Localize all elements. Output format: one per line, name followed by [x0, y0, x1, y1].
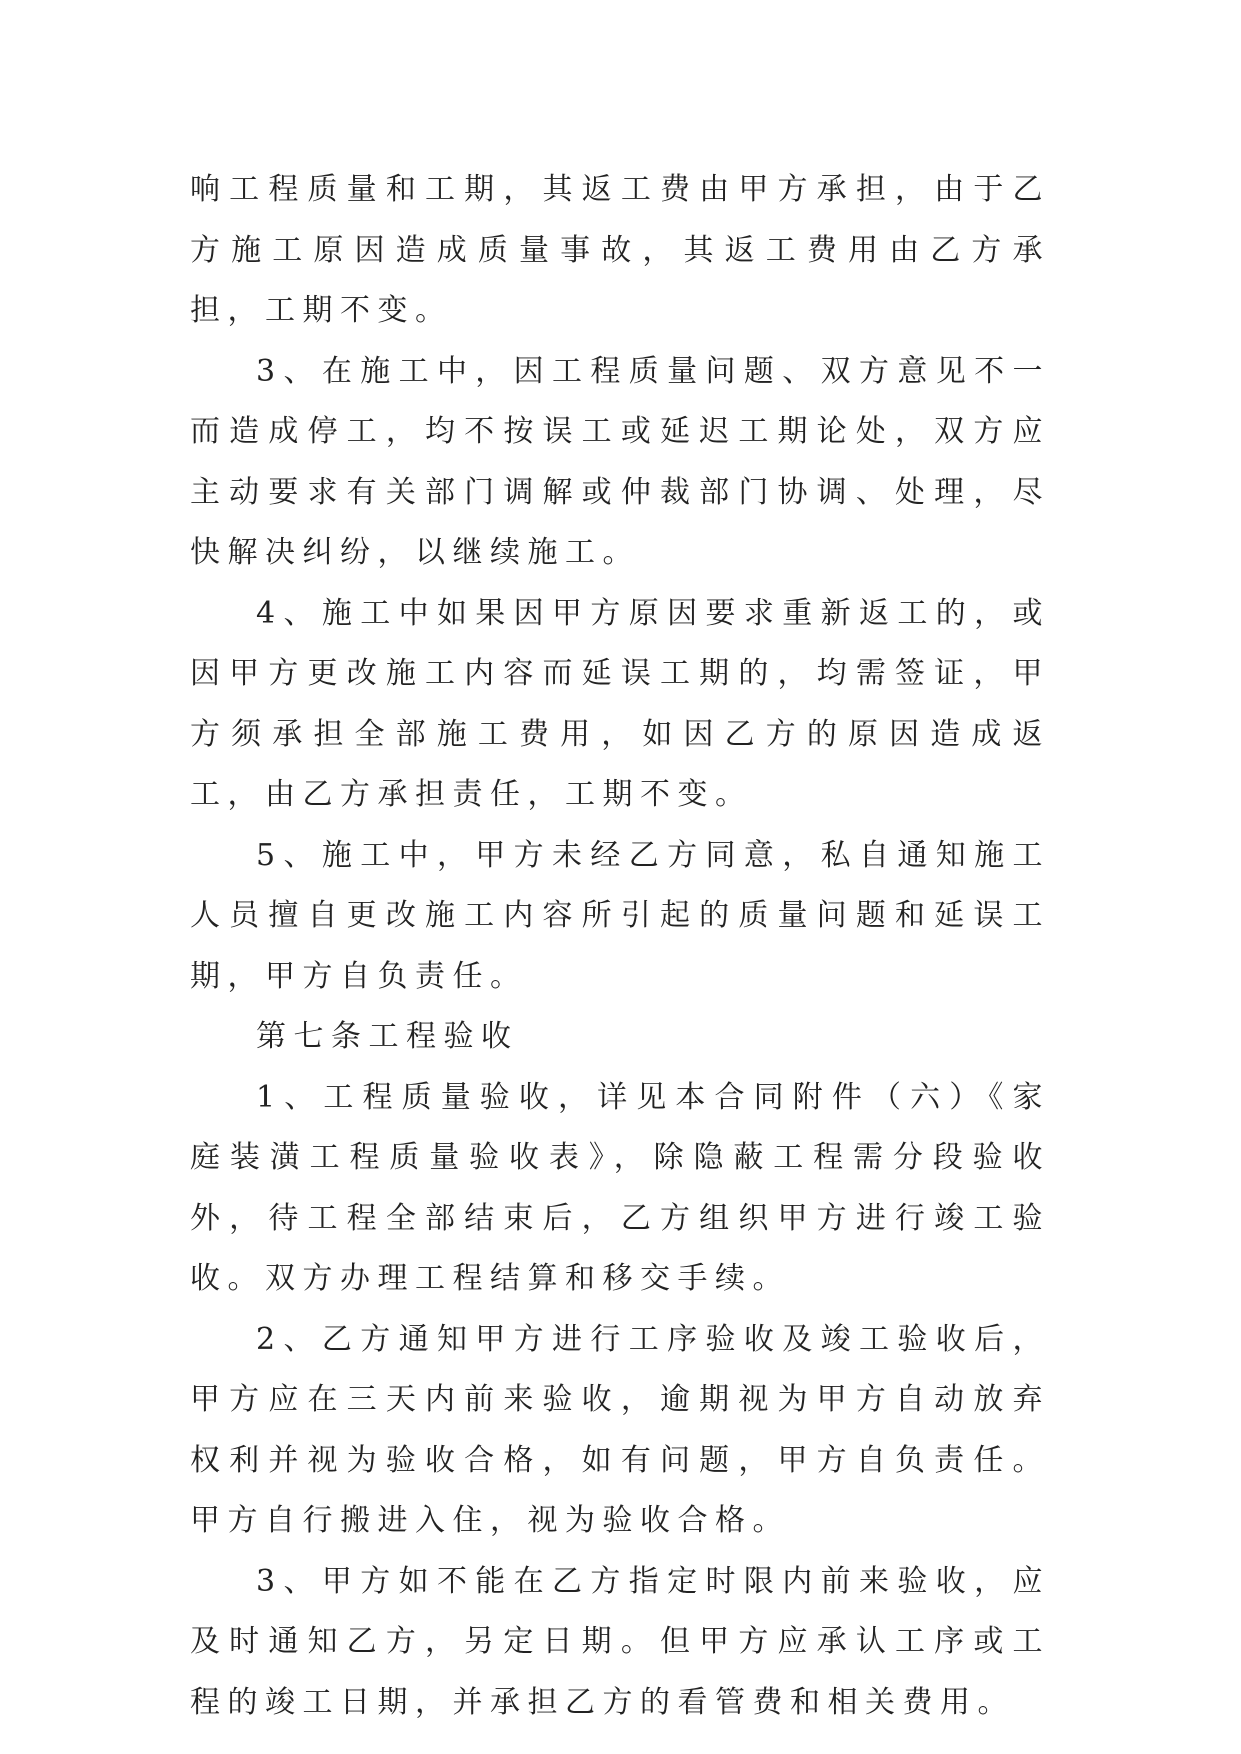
document-body — [190, 160, 1050, 1733]
paragraph-acceptance-1: 1、工程质量验收，详见本合同附件（六）《家庭装潢工程质量验收表》，除隐蔽工程需分段验收外，待工程全部结束后，乙方组织甲方进行竣工验收。双方办理工程结算和移交手续。 — [190, 1079, 1050, 1296]
paragraph-continuation: 响工程质量和工期，其返工费由甲方承担，由于乙方施工原因造成质量事故，其返工费用由乙方承担，工期不变。 — [190, 172, 1050, 328]
paragraph-clause-3: 3、在施工中，因工程质量问题、双方意见不一而造成停工，均不按误工或延迟工期论处，双方应主动要求有关部门调解或仲裁部门协调、处理，尽快解决纠纷，以继续施工。 — [190, 353, 1050, 570]
section-heading-article-7: 第七条工程验收 — [256, 1019, 519, 1054]
paragraph-acceptance-2: 2、乙方通知甲方进行工序验收及竣工验收后，甲方应在三天内前来验收，逾期视为甲方自动放弃权利并视为验收合格，如有问题，甲方自负责任。甲方自行搬进入住，视为验收合格。 — [190, 1321, 1050, 1538]
paragraph-acceptance-3: 3、甲方如不能在乙方指定时限内前来验收，应及时通知乙方，另定日期。但甲方应承认工序或工程的竣工日期，并承担乙方的看管费和相关费用。 — [190, 1563, 1050, 1720]
paragraph-clause-4: 4、施工中如果因甲方原因要求重新返工的，或因甲方更改施工内容而延误工期的，均需签证，甲方须承担全部施工费用，如因乙方的原因造成返工，由乙方承担责任，工期不变。 — [190, 595, 1050, 812]
paragraph-clause-5: 5、施工中，甲方未经乙方同意，私自通知施工人员擅自更改施工内容所引起的质量问题和延误工期，甲方自负责任。 — [190, 837, 1050, 994]
